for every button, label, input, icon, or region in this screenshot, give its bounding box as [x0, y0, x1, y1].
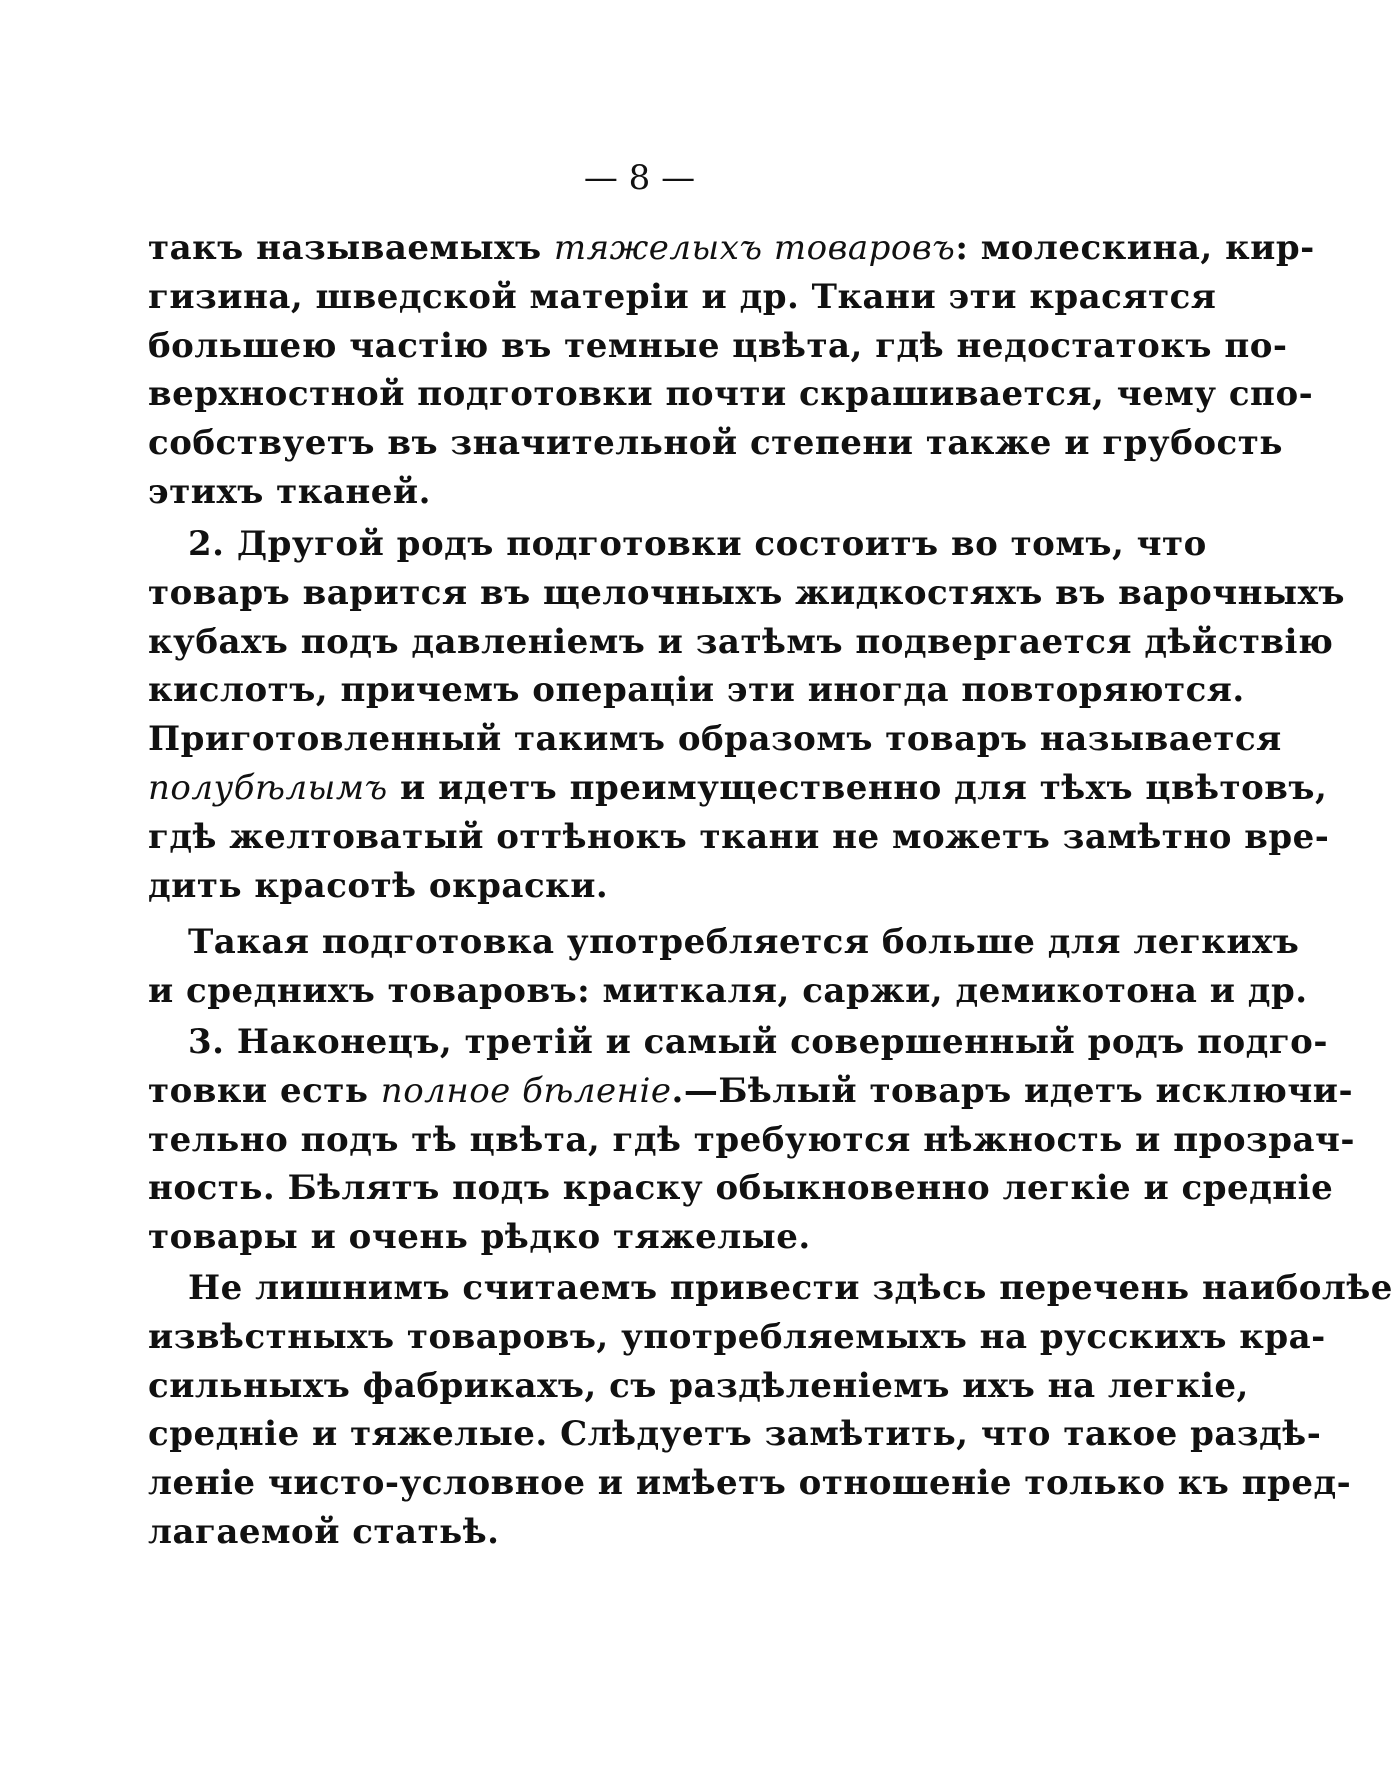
text-line — [148, 1508, 1114, 1557]
text-line — [148, 1264, 1393, 1313]
text-line — [148, 1410, 1322, 1459]
text-line — [148, 520, 1207, 569]
text-run: и идетъ преимущественно для тѣхъ цвѣтовъ, — [387, 767, 1328, 808]
text-line — [148, 569, 1345, 618]
text-run: тельно подъ тѣ цвѣта, гдѣ требуются нѣжность и прозрач- — [148, 1119, 1356, 1160]
text-line — [148, 370, 1314, 419]
paragraph-5 — [148, 1264, 1393, 1557]
text-line — [148, 862, 1114, 911]
text-run: кислотъ, причемъ операціи эти иногда повторяются. — [148, 670, 1245, 711]
text-run: леніе чисто-условное и имѣетъ отношеніе только къ пред- — [148, 1463, 1352, 1504]
text-run: Такая подготовка употребляется больше для легкихъ — [188, 922, 1300, 962]
text-line — [148, 1313, 1326, 1362]
text-line — [148, 1018, 1328, 1067]
text-line — [148, 618, 1334, 667]
text-run: средніе и тяжелые. Слѣдуетъ замѣтить, что такое раздѣ- — [148, 1414, 1322, 1455]
text-line — [148, 666, 1245, 715]
text-run: кубахъ подъ давленіемъ и затѣмъ подвергается дѣйствію — [148, 621, 1334, 662]
page-number: — 8 — — [583, 158, 696, 198]
text-run: Не лишнимъ считаемъ привести здѣсь перечень наиболѣе — [188, 1268, 1393, 1308]
paragraph-1 — [148, 224, 1315, 517]
text-run: лагаемой статьѣ. — [148, 1511, 500, 1552]
text-line — [148, 1459, 1352, 1508]
text-line — [148, 1164, 1334, 1213]
text-run: Приготовленный такимъ образомъ товаръ называется — [148, 719, 1282, 760]
text-run: 3. Наконецъ, третій и самый совершенный родъ подго- — [188, 1022, 1328, 1062]
text-run: гдѣ желтоватый оттѣнокъ ткани не можетъ замѣтно вре- — [148, 816, 1330, 857]
text-line — [148, 715, 1282, 764]
text-line — [148, 1116, 1356, 1165]
text-run: верхностной подготовки почти скрашивается, чему спо- — [148, 374, 1314, 415]
text-run: ность. Бѣлятъ подъ краску обыкновенно легкіе и средніе — [148, 1168, 1334, 1209]
paragraph-2 — [148, 520, 1345, 910]
text-run: товаръ варится въ щелочныхъ жидкостяхъ въ варочныхъ — [148, 572, 1345, 613]
text-line — [148, 419, 1283, 468]
text-run: этихъ тканей. — [148, 471, 431, 512]
text-line — [148, 468, 1114, 517]
paragraph-4 — [148, 1018, 1356, 1262]
text-run: большею частію въ темные цвѣта, гдѣ недостатокъ по- — [148, 325, 1288, 366]
text-line — [148, 967, 1308, 1016]
text-line — [148, 273, 1217, 322]
text-run: и среднихъ товаровъ: миткаля, саржи, демикотона и др. — [148, 970, 1308, 1011]
text-run: 2. Другой родъ подготовки состоитъ во томъ, что — [188, 524, 1207, 564]
italic-term: полубѣлымъ — [148, 767, 388, 808]
text-run: сильныхъ фабрикахъ, съ раздѣленіемъ ихъ на легкіе, — [148, 1365, 1249, 1406]
text-run: товары и очень рѣдко тяжелые. — [148, 1217, 811, 1258]
text-line — [148, 322, 1288, 371]
text-run: товки есть — [148, 1070, 381, 1111]
paragraph-3 — [148, 918, 1308, 1016]
text-run: извѣстныхъ товаровъ, употребляемыхъ на русскихъ кра- — [148, 1316, 1326, 1357]
text-run: такъ называемыхъ — [148, 228, 554, 268]
text-line — [148, 813, 1330, 862]
text-line — [148, 918, 1300, 967]
text-line — [148, 1067, 1354, 1116]
text-line — [148, 224, 1315, 273]
italic-term: полное бѣленіе — [380, 1070, 672, 1111]
text-line — [148, 1213, 1114, 1262]
text-run: дить красотѣ окраски. — [148, 865, 609, 906]
text-run: гизина, шведской матеріи и др. Ткани эти красятся — [148, 276, 1217, 317]
text-line — [148, 764, 1328, 813]
text-run: .—Бѣлый товаръ идетъ исключи- — [671, 1070, 1354, 1111]
italic-term: тяжелыхъ товаровъ — [553, 228, 956, 268]
text-run: собствуетъ въ значительной степени также и грубость — [148, 423, 1283, 464]
text-run: : молескина, кир- — [955, 228, 1315, 268]
text-line — [148, 1362, 1249, 1411]
